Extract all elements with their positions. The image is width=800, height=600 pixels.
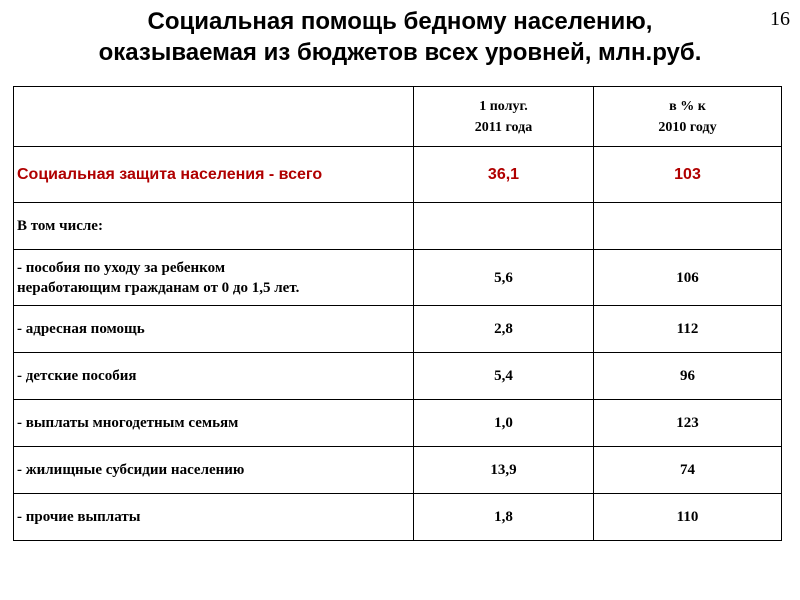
row-value: 2,8 bbox=[414, 306, 594, 353]
slide-title bbox=[0, 6, 800, 68]
row-label: - прочие выплаты bbox=[14, 494, 414, 541]
subheader-empty-value bbox=[414, 203, 594, 250]
subheader-row bbox=[14, 203, 782, 250]
header-empty-cell bbox=[14, 87, 414, 147]
row-percent: 110 bbox=[594, 494, 782, 541]
row-label: - адресная помощь bbox=[14, 306, 414, 353]
row-label-line1: - пособия по уходу за ребенком bbox=[17, 259, 226, 276]
row-label: - выплаты многодетным семьям bbox=[14, 400, 414, 447]
header-percent-line1: в % к bbox=[669, 98, 706, 114]
header-period-line1: 1 полуг. bbox=[479, 98, 528, 114]
row-value: 13,9 bbox=[414, 447, 594, 494]
header-period-line2: 2011 года bbox=[474, 119, 533, 135]
row-value: 1,8 bbox=[414, 494, 594, 541]
table-row bbox=[14, 447, 782, 494]
social-assistance-table bbox=[13, 86, 782, 541]
total-label: Социальная защита населения - всего bbox=[14, 147, 414, 203]
title-line-1: Социальная помощь бедному населению, bbox=[147, 8, 653, 35]
page-number: 16 bbox=[770, 8, 790, 30]
row-percent: 96 bbox=[594, 353, 782, 400]
total-percent: 103 bbox=[594, 147, 782, 203]
table-row bbox=[14, 400, 782, 447]
total-row bbox=[14, 147, 782, 203]
total-value: 36,1 bbox=[414, 147, 594, 203]
table-row bbox=[14, 250, 782, 306]
row-percent: 112 bbox=[594, 306, 782, 353]
row-label: - детские пособия bbox=[14, 353, 414, 400]
subheader-label: В том числе: bbox=[14, 203, 414, 250]
row-label bbox=[14, 250, 414, 306]
table-header-row bbox=[14, 87, 782, 147]
table-row bbox=[14, 306, 782, 353]
row-label-line2: неработающим гражданам от 0 до 1,5 лет. bbox=[17, 279, 300, 296]
row-value: 5,6 bbox=[414, 250, 594, 306]
table-row bbox=[14, 494, 782, 541]
row-label: - жилищные субсидии населению bbox=[14, 447, 414, 494]
subheader-empty-percent bbox=[594, 203, 782, 250]
table-row bbox=[14, 353, 782, 400]
header-percent-cell bbox=[594, 87, 782, 147]
row-value: 5,4 bbox=[414, 353, 594, 400]
row-percent: 106 bbox=[594, 250, 782, 306]
row-value: 1,0 bbox=[414, 400, 594, 447]
row-percent: 123 bbox=[594, 400, 782, 447]
title-line-2: оказываемая из бюджетов всех уровней, млн.руб. bbox=[98, 39, 702, 66]
row-percent: 74 bbox=[594, 447, 782, 494]
header-percent-line2: 2010 году bbox=[658, 119, 717, 135]
header-period-cell bbox=[414, 87, 594, 147]
